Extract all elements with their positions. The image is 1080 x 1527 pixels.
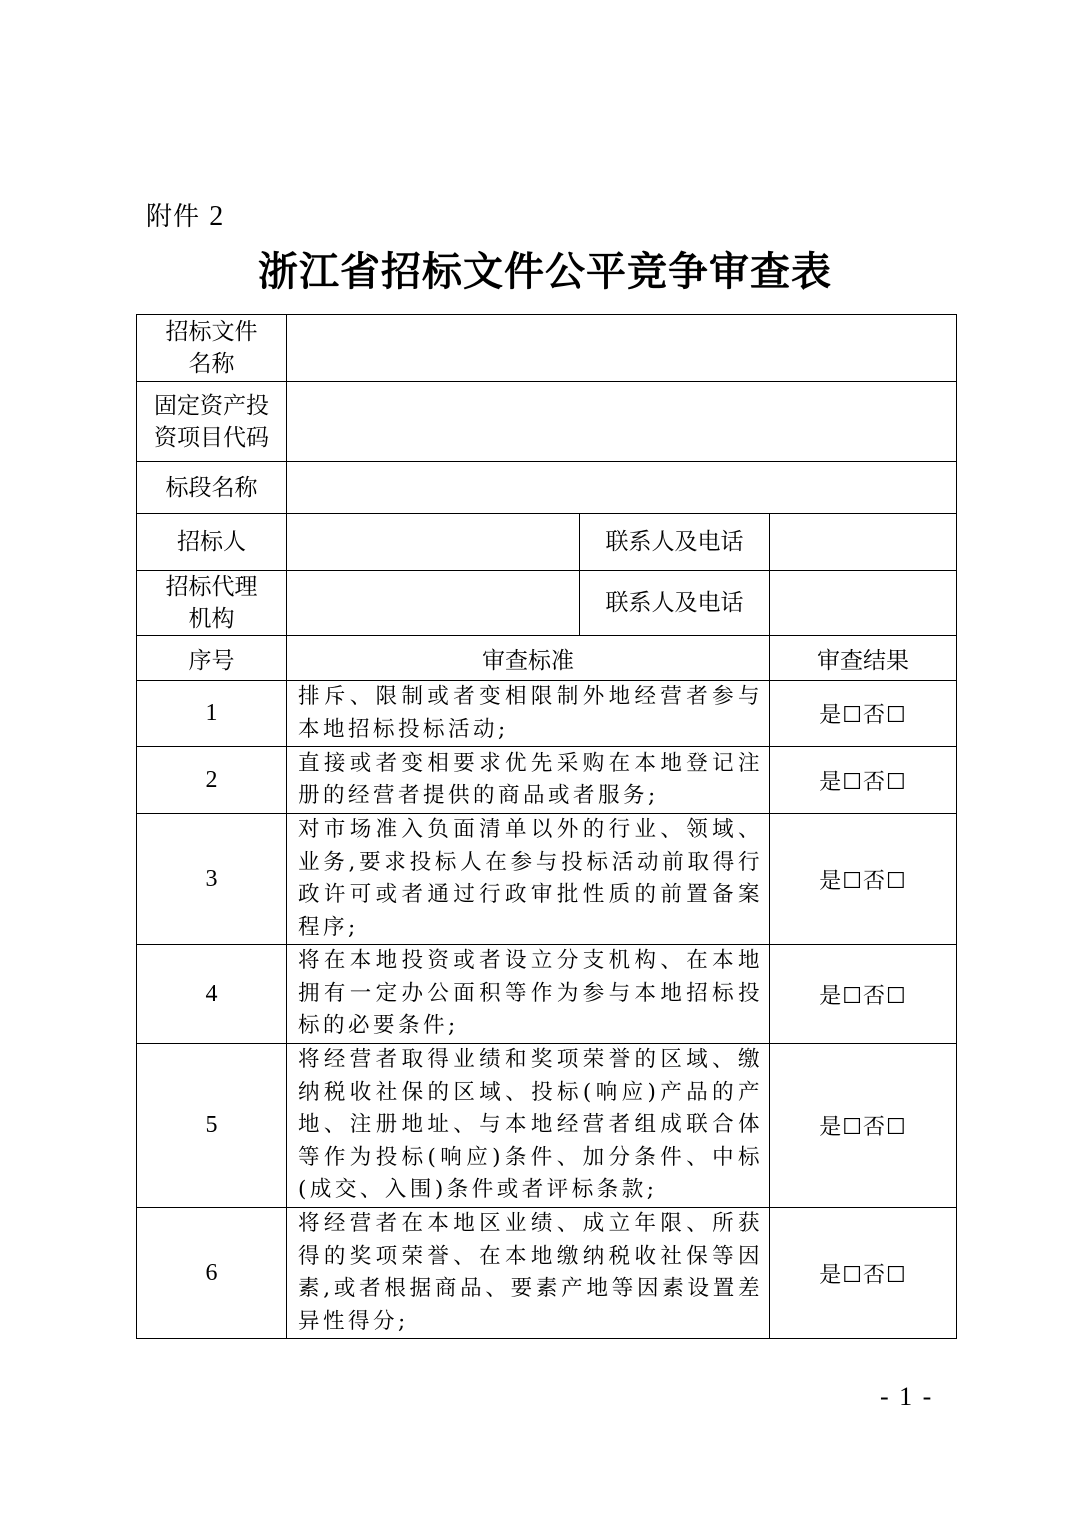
seq-header: 序号	[137, 636, 287, 681]
row-number: 2	[137, 747, 287, 814]
doc-name-field[interactable]	[287, 315, 957, 382]
criteria-text: 对市场准入负面清单以外的行业、领域、业务,要求投标人在参与投标活动前取得行政许可或者通过行政审批性质的前置备案程序;	[287, 814, 770, 945]
criteria-header: 审查标准	[287, 636, 770, 681]
section-name-label: 标段名称	[137, 462, 287, 514]
row-tenderer	[137, 514, 957, 571]
doc-name-label: 招标文件 名称	[137, 315, 287, 382]
row-project-code	[137, 382, 957, 462]
result-header: 审查结果	[770, 636, 957, 681]
review-table	[136, 314, 957, 1339]
page-title: 浙江省招标文件公平竞争审查表	[258, 249, 832, 295]
criteria-row	[137, 1208, 957, 1339]
attachment-number: 2	[209, 201, 225, 232]
criteria-text: 排斥、限制或者变相限制外地经营者参与本地招标投标活动;	[287, 681, 770, 747]
tenderer-label: 招标人	[137, 514, 287, 571]
result-checkboxes[interactable]: 是☐否☐	[770, 945, 957, 1044]
attachment-text: 附件	[146, 202, 201, 232]
row-number: 5	[137, 1044, 287, 1208]
criteria-row	[137, 681, 957, 747]
project-code-field[interactable]	[287, 382, 957, 462]
result-checkboxes[interactable]: 是☐否☐	[770, 1208, 957, 1339]
page-number: - 1 -	[880, 1382, 934, 1411]
result-checkboxes[interactable]: 是☐否☐	[770, 814, 957, 945]
criteria-row	[137, 1044, 957, 1208]
row-agency	[137, 571, 957, 636]
tenderer-field[interactable]	[287, 514, 580, 571]
criteria-row	[137, 945, 957, 1044]
criteria-text: 将经营者在本地区业绩、成立年限、所获得的奖项荣誉、在本地缴纳税收社保等因素,或者根据商品、要素产地等因素设置差异性得分;	[287, 1208, 770, 1339]
tenderer-contact-label: 联系人及电话	[580, 514, 770, 571]
agency-field[interactable]	[287, 571, 580, 636]
result-checkboxes[interactable]: 是☐否☐	[770, 747, 957, 814]
result-checkboxes[interactable]: 是☐否☐	[770, 1044, 957, 1208]
project-code-label: 固定资产投 资项目代码	[137, 382, 287, 462]
agency-label: 招标代理 机构	[137, 571, 287, 636]
row-number: 6	[137, 1208, 287, 1339]
agency-contact-field[interactable]	[770, 571, 957, 636]
section-name-field[interactable]	[287, 462, 957, 514]
criteria-row	[137, 814, 957, 945]
criteria-text: 直接或者变相要求优先采购在本地登记注册的经营者提供的商品或者服务;	[287, 747, 770, 814]
result-checkboxes[interactable]: 是☐否☐	[770, 681, 957, 747]
row-section-name	[137, 462, 957, 514]
row-doc-name	[137, 315, 957, 382]
tenderer-contact-field[interactable]	[770, 514, 957, 571]
criteria-row	[137, 747, 957, 814]
criteria-text: 将经营者取得业绩和奖项荣誉的区域、缴纳税收社保的区域、投标(响应)产品的产地、注册地址、与本地经营者组成联合体等作为投标(响应)条件、加分条件、中标(成交、入围)条件或者评标条款;	[287, 1044, 770, 1208]
criteria-text: 将在本地投资或者设立分支机构、在本地拥有一定办公面积等作为参与本地招标投标的必要条件;	[287, 945, 770, 1044]
attachment-label	[146, 196, 224, 233]
agency-contact-label: 联系人及电话	[580, 571, 770, 636]
row-number: 1	[137, 681, 287, 747]
column-header-row	[137, 636, 957, 681]
row-number: 4	[137, 945, 287, 1044]
row-number: 3	[137, 814, 287, 945]
